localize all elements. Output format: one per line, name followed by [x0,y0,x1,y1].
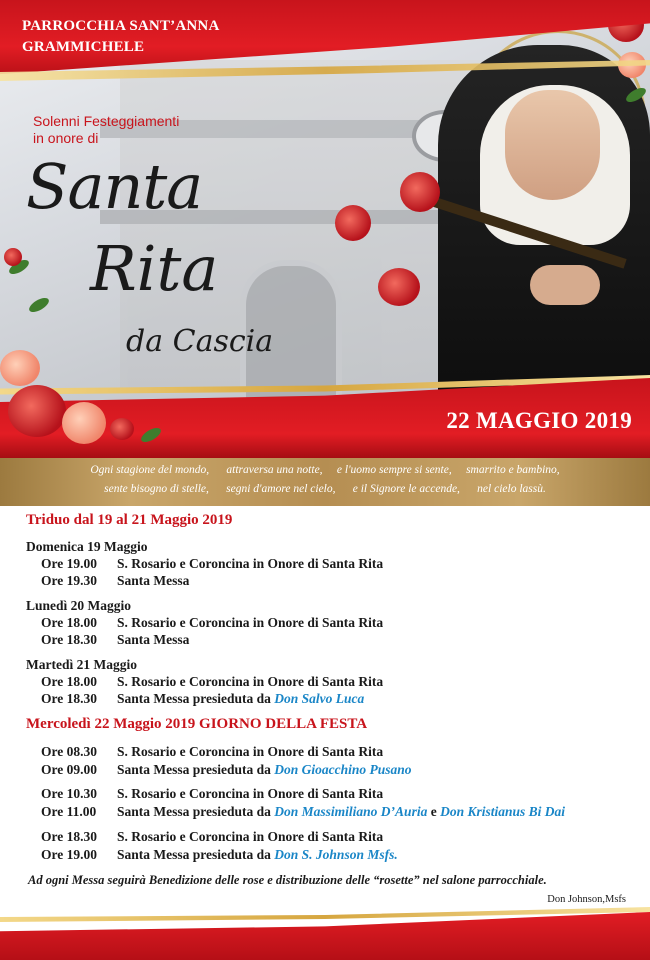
event-text: Santa Messa presieduta da [117,847,271,862]
festa-heading: Mercoledì 22 Maggio 2019 GIORNO DELLA FESTA [26,716,368,732]
event-time: Ore 18.00 [41,615,97,630]
event-row [41,786,383,802]
title-santa: Santa [26,150,203,223]
verse-line1: Ogni stagione del mondo, attraversa una notte, e l'uomo sempre si sente, smarrito e bambino, [90,464,560,476]
event-text: S. Rosario e Coroncina in Onore di Santa Rita [117,744,384,759]
event-time: Ore 09.00 [41,762,97,777]
event-text: Santa Messa presieduta da [117,804,271,819]
event-row [41,615,383,631]
event-time: Ore 11.00 [41,804,97,819]
parish-line2: GRAMMICHELE [22,39,145,55]
event-row [41,762,412,778]
triduo-heading: Triduo dal 19 al 21 Maggio 2019 [26,512,233,528]
event-row [41,691,364,707]
celebration-subtitle [33,113,179,147]
rose-icon [400,172,440,212]
signature: Don Johnson,Msfs [547,894,626,905]
event-time: Ore 10.30 [41,786,97,801]
celebrant-name: Don Massimiliano D’Auria [274,804,428,819]
closing-note: Ad ogni Messa seguirà Benedizione delle rose e distribuzione delle “rosette” nel salone parrocchiale. [28,873,547,887]
event-text: S. Rosario e Coroncina in Onore di Santa Rita [117,829,384,844]
verse-band [0,458,650,506]
event-time: Ore 19.30 [41,573,97,588]
verse-line2: sente bisogno di stelle, segni d'amore nel cielo, e il Signore le accende, nel cielo lassù. [104,483,546,495]
event-time: Ore 19.00 [41,847,97,862]
event-time: Ore 18.30 [41,829,97,844]
parish-line1: PARROCCHIA SANT’ANNA [22,18,220,34]
title-cascia: da Cascia [126,324,274,359]
day-label: Martedì 21 Maggio [26,657,137,672]
event-text: Santa Messa [117,632,190,647]
celebrant-name: Don S. Johnson Msfs. [274,847,398,862]
title-rita: Rita [90,232,219,305]
event-text: Santa Messa presieduta da [117,691,271,706]
leaf-icon [27,295,51,315]
rose-icon [0,350,40,386]
event-time: Ore 18.30 [41,691,97,706]
subtitle-line2: in onore di [33,130,99,146]
rose-icon [4,248,22,266]
parish-name [22,16,219,58]
celebrant-joiner: e [430,804,437,819]
celebrant-name: Don Salvo Luca [274,691,365,706]
event-row [41,632,189,648]
event-row [41,744,383,760]
celebrant-name-2: Don Kristianus Bi Dai [440,804,565,819]
event-text: S. Rosario e Coroncina in Onore di Santa Rita [117,786,384,801]
event-time: Ore 18.30 [41,632,97,647]
rose-icon [110,418,134,440]
event-time: Ore 19.00 [41,556,97,571]
event-text: S. Rosario e Coroncina in Onore di Santa Rita [117,615,384,630]
saint-face [505,90,600,200]
event-row [41,847,398,863]
event-row [41,573,189,589]
event-text: Santa Messa presieduta da [117,762,271,777]
event-text: S. Rosario e Coroncina in Onore di Santa Rita [117,674,384,689]
celebrant-name: Don Gioacchino Pusano [274,762,412,777]
event-text: Santa Messa [117,573,190,588]
event-row [41,556,383,572]
day-label: Domenica 19 Maggio [26,539,148,554]
event-row [41,804,565,820]
event-date: 22 MAGGIO 2019 [446,408,632,433]
rose-icon [62,402,106,444]
event-row [41,829,383,845]
day-label: Lunedì 20 Maggio [26,598,132,613]
rose-icon [335,205,371,241]
event-text: S. Rosario e Coroncina in Onore di Santa Rita [117,556,384,571]
event-row [41,674,383,690]
subtitle-line1: Solenni Festeggiamenti [33,113,180,129]
saint-hands [530,265,600,305]
rose-icon [378,268,420,306]
event-time: Ore 08.30 [41,744,97,759]
event-time: Ore 18.00 [41,674,97,689]
rose-icon [8,385,66,437]
